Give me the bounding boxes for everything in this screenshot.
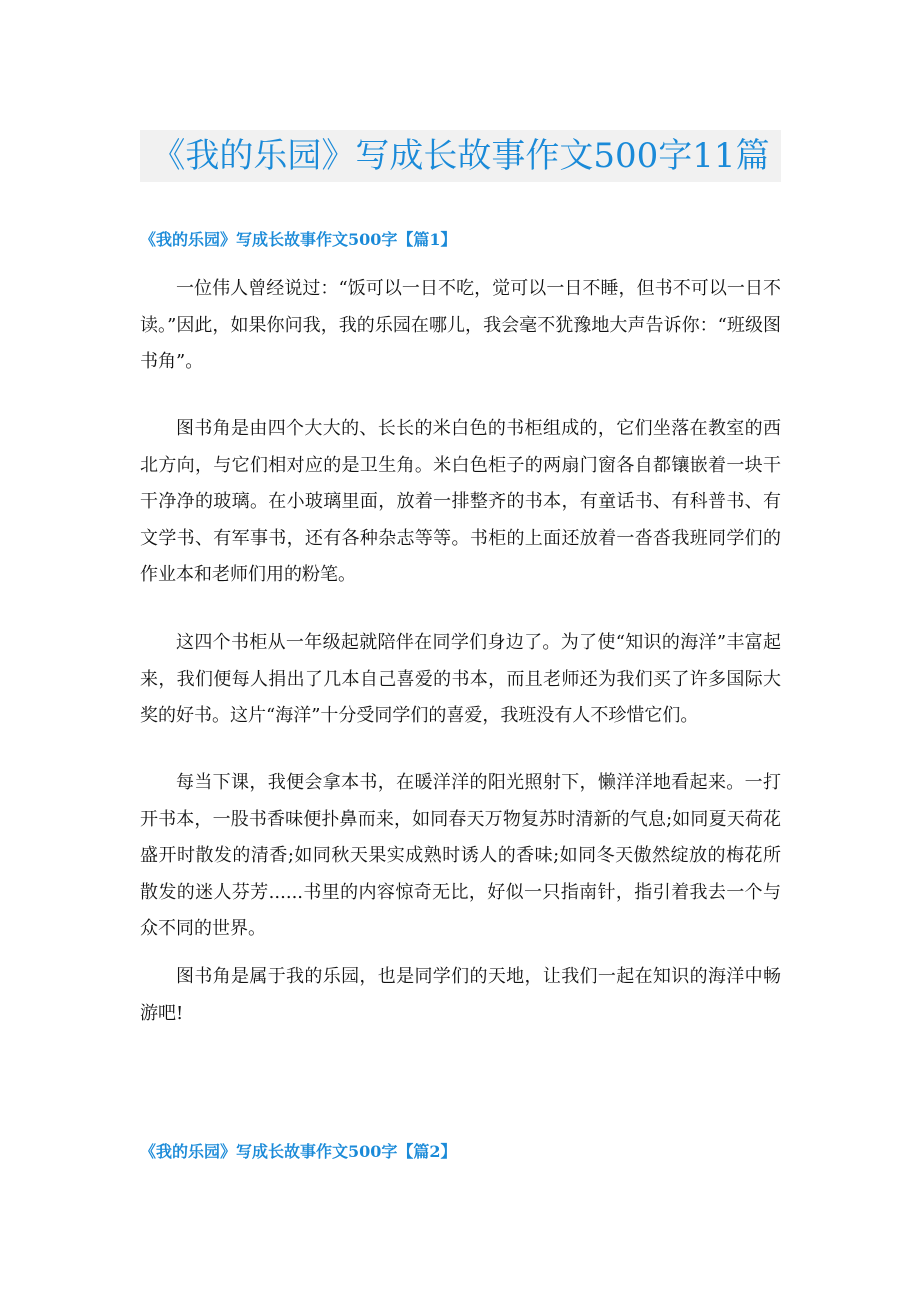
paragraph-4: 每当下课，我便会拿本书，在暖洋洋的阳光照射下，懒洋洋地看起来。一打开书本，一股书香味便扑鼻而来，如同春天万物复苏时清新的气息;如同夏天荷花盛开时散发的清香;如同秋天果实成熟时诱人的香味;如同冬天傲然绽放的梅花所散发的迷人芬芳......书里的内容惊奇无比，好似一只指南针，指引着我去一个与众不同的世界。 — [140, 772, 781, 939]
section-heading-1: 《我的乐园》写成长故事作文500字【篇1】 — [140, 230, 457, 249]
section-heading-2: 《我的乐园》写成长故事作文500字【篇2】 — [140, 1142, 457, 1161]
paragraph-3: 这四个书柜从一年级起就陪伴在同学们身边了。为了使“知识的海洋”丰富起来，我们便每人捐出了几本自己喜爱的书本，而且老师还为我们买了许多国际大奖的好书。这片“海洋”十分受同学们的喜爱，我班没有人不珍惜它们。 — [140, 632, 781, 726]
paragraph-1: 一位伟人曾经说过：“饭可以一日不吃，觉可以一日不睡，但书不可以一日不读。”因此，如果你问我，我的乐园在哪儿，我会毫不犹豫地大声告诉你：“班级图书角”。 — [140, 278, 781, 372]
document-title: 《我的乐园》写成长故事作文500字11篇 — [151, 136, 770, 176]
paragraph-5: 图书角是属于我的乐园，也是同学们的天地，让我们一起在知识的海洋中畅游吧! — [140, 966, 781, 1024]
paragraph-2: 图书角是由四个大大的、长长的米白色的书柜组成的，它们坐落在教室的西北方向，与它们相对应的是卫生角。米白色柜子的两扇门窗各自都镶嵌着一块干干净净的玻璃。在小玻璃里面，放着一排整齐的书本，有童话书、有科普书、有文学书、有军事书，还有各种杂志等等。书柜的上面还放着一沓沓我班同学们的作业本和老师们用的粉笔。 — [140, 418, 781, 585]
